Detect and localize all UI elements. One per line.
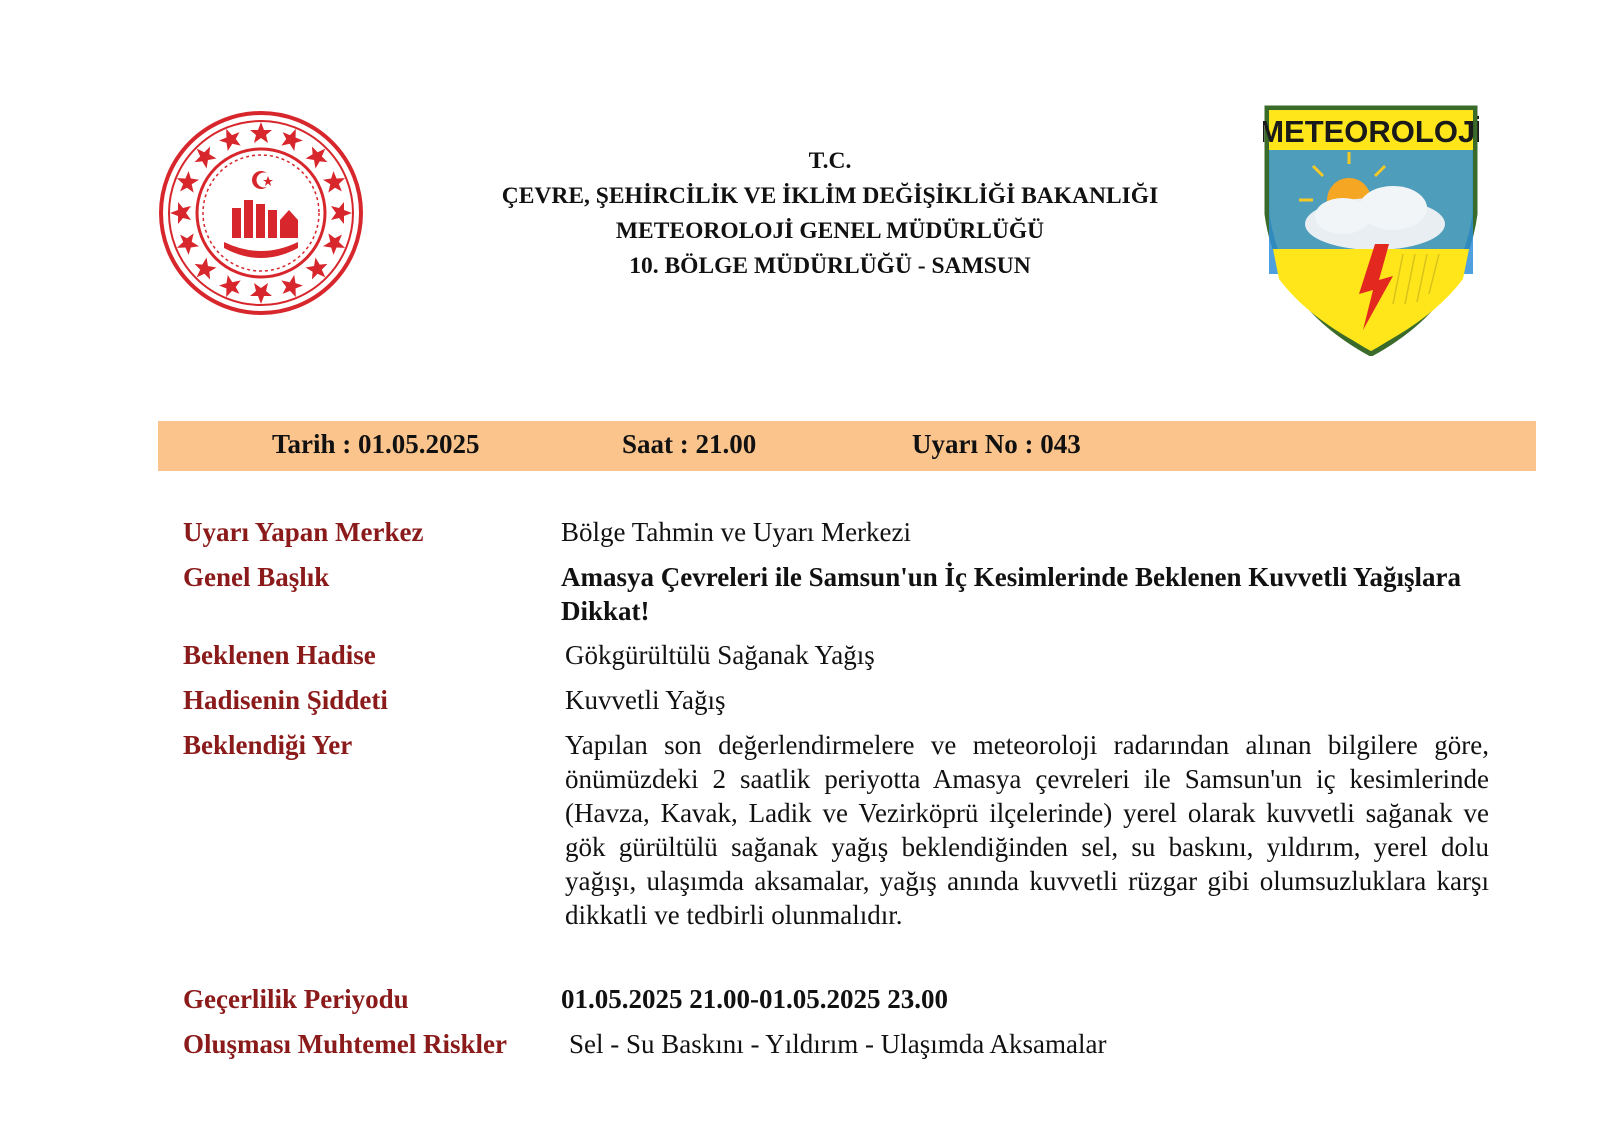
header-regional: 10. BÖLGE MÜDÜRLÜĞÜ - SAMSUN	[629, 253, 1031, 279]
svg-text:METEOROLOJİ: METEOROLOJİ	[1263, 114, 1479, 149]
warning-time: Saat : 21.00	[622, 429, 757, 459]
ministry-seal-logo	[158, 110, 364, 316]
header-tc: T.C.	[808, 148, 852, 174]
field-value: Gökgürültülü Sağanak Yağış	[565, 640, 875, 670]
document-header	[380, 144, 1280, 284]
field-value: Sel - Su Baskını - Yıldırım - Ulaşımda Aksamalar	[569, 1029, 1107, 1059]
meteoroloji-shield-logo	[1263, 104, 1479, 356]
header-ministry: ÇEVRE, ŞEHİRCİLİK VE İKLİM DEĞİŞİKLİĞİ BAKANLIĞI	[501, 183, 1159, 209]
field-label: Beklendiği Yer	[183, 730, 353, 760]
warning-number: Uyarı No : 043	[912, 429, 1081, 459]
warning-info-bar	[158, 421, 1536, 471]
field-value: Bölge Tahmin ve Uyarı Merkezi	[561, 517, 912, 547]
field-label: Hadisenin Şiddeti	[183, 685, 388, 715]
header-directorate: METEOROLOJİ GENEL MÜDÜRLÜĞÜ	[615, 218, 1045, 244]
field-value: 01.05.2025 21.00-01.05.2025 23.00	[561, 984, 948, 1014]
warning-date: Tarih : 01.05.2025	[272, 429, 480, 459]
field-label: Genel Başlık	[183, 562, 330, 592]
field-label: Uyarı Yapan Merkez	[183, 517, 424, 547]
field-value: Amasya Çevreleri ile Samsun'un İç Kesimlerinde Beklenen Kuvvetli Yağışlara Dikkat!	[561, 562, 1461, 626]
field-value: Kuvvetli Yağış	[565, 685, 726, 715]
field-label: Geçerlilik Periyodu	[183, 984, 409, 1014]
field-label: Oluşması Muhtemel Riskler	[183, 1029, 507, 1059]
field-value: Yapılan son değerlendirmelere ve meteoroloji radarından alınan bilgilere göre, önümüzdeki 2 saatlik periyotta Amasya çevreleri ile Samsun'un iç kesimlerinde (Havza, Kavak, Ladik ve Vezirköprü ilçelerinde) yerel olarak kuvvetli sağanak ve gök gürültülü sağanak yağış beklendiğinden sel, su baskını, yıldırım, yerel dolu yağışı, ulaşımda aksamalar, yağış anında kuvvetli rüzgar gibi olumsuzluklara karşı dikkatli ve tedbirli olunmalıdır.	[565, 730, 1489, 930]
field-label: Beklenen Hadise	[183, 640, 376, 670]
